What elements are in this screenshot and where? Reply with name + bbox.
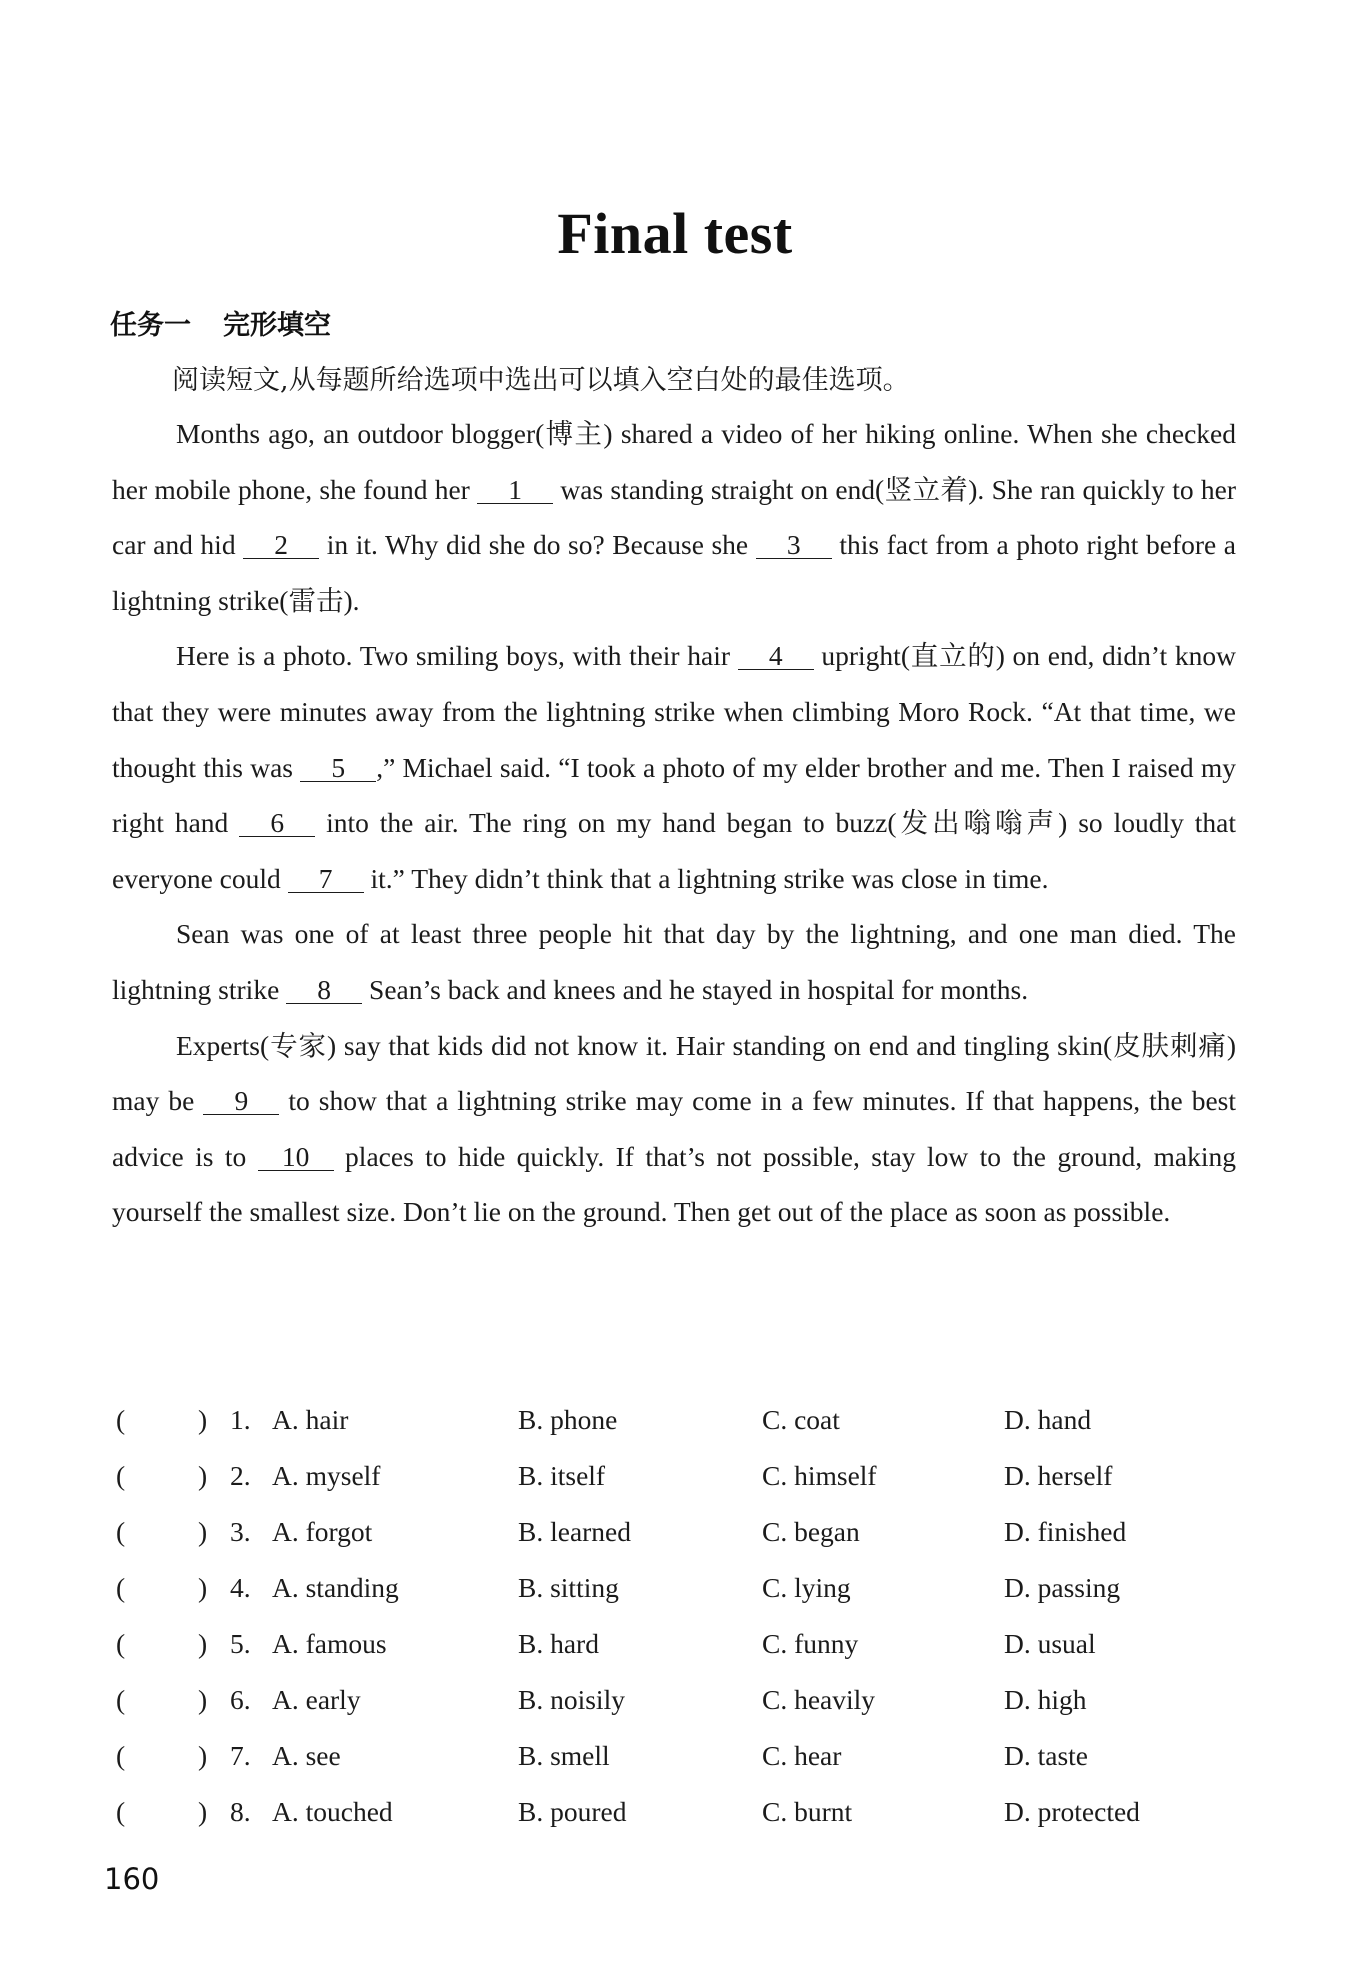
blank-8: 8: [286, 977, 362, 1004]
option-b: B. sitting: [518, 1572, 619, 1603]
blank-9: 9: [203, 1088, 279, 1115]
question-row: [112, 1796, 1236, 1852]
passage-text: to show that a lightning strike may come in a few minutes. If that happens, the best advice is to: [112, 1085, 1236, 1172]
passage-text: ,” Michael said. “I took a photo of my elder brother and me. Then I raised my right hand: [112, 751, 1236, 839]
answer-paren-close: ): [198, 1740, 208, 1771]
option-c: C. began: [762, 1516, 860, 1547]
option-d: D. usual: [1004, 1628, 1096, 1659]
question-number: 6.: [230, 1684, 251, 1715]
passage-text: places to hide quickly. If that’s not possible, stay low to the ground, making yourself the smallest size. Don’t lie on the ground. Then get out of the place as soon as possible.: [112, 1140, 1236, 1228]
answer-paren-close: ): [198, 1572, 208, 1603]
answer-paren-close: ): [198, 1684, 208, 1715]
page-title: Final test: [557, 201, 793, 266]
answer-paren-open: (: [116, 1404, 126, 1435]
option-a: A. myself: [272, 1460, 381, 1491]
option-b: B. phone: [518, 1404, 618, 1435]
paragraph-1: [112, 406, 1236, 628]
option-a: A. hair: [272, 1404, 349, 1435]
passage-text: this fact from a photo right before a lightning strike(雷击).: [112, 529, 1236, 616]
option-a: A. touched: [272, 1796, 393, 1827]
paragraph-3: [112, 906, 1236, 1017]
question-row: [112, 1572, 1236, 1628]
option-a: A. see: [272, 1740, 341, 1771]
option-a: A. standing: [272, 1572, 399, 1603]
section-name: 完形填空: [223, 310, 331, 341]
option-c: C. himself: [762, 1460, 877, 1491]
question-number: 7.: [230, 1740, 251, 1771]
section-heading: [110, 303, 331, 342]
option-b: B. poured: [518, 1796, 627, 1827]
option-b: B. smell: [518, 1740, 610, 1771]
question-number: 2.: [230, 1460, 251, 1491]
question-row: [112, 1684, 1236, 1740]
option-a: A. forgot: [272, 1516, 373, 1547]
blank-2: 2: [243, 532, 319, 559]
option-d: D. herself: [1004, 1460, 1113, 1491]
section-label: 任务一: [110, 310, 191, 341]
option-d: D. high: [1004, 1684, 1087, 1715]
passage-text: Experts(专家) say that kids did not know it. Hair standing on end and tingling skin(皮肤刺痛) may be: [112, 1029, 1236, 1117]
question-row: [112, 1404, 1236, 1460]
option-c: C. coat: [762, 1404, 840, 1435]
option-c: C. burnt: [762, 1796, 853, 1827]
answer-paren-close: ): [198, 1516, 208, 1547]
blank-7: 7: [288, 866, 364, 893]
answer-paren-open: (: [116, 1460, 126, 1491]
answer-paren-close: ): [198, 1460, 208, 1491]
option-c: C. lying: [762, 1572, 851, 1603]
answer-paren-open: (: [116, 1740, 126, 1771]
answer-paren-open: (: [116, 1796, 126, 1827]
option-d: D. passing: [1004, 1572, 1121, 1603]
option-b: B. itself: [518, 1460, 606, 1491]
blank-1: 1: [477, 477, 553, 504]
question-number: 1.: [230, 1404, 251, 1435]
question-row: [112, 1740, 1236, 1796]
option-d: D. hand: [1004, 1404, 1092, 1435]
answer-paren-open: (: [116, 1628, 126, 1659]
passage-text: into the air. The ring on my hand began to buzz(发出嗡嗡声) so loudly that everyone could: [112, 807, 1236, 894]
question-row: [112, 1628, 1236, 1684]
answer-paren-open: (: [116, 1516, 126, 1547]
answer-options: [112, 1404, 1236, 1852]
answer-paren-close: ): [198, 1404, 208, 1435]
passage-text: Months ago, an outdoor blogger(博主) shared a video of her hiking online. When she checked her mobile phone, she found her: [112, 418, 1236, 505]
option-a: A. early: [272, 1684, 361, 1715]
option-a: A. famous: [272, 1628, 387, 1659]
option-c: C. heavily: [762, 1684, 876, 1715]
page-number: 160: [104, 1862, 160, 1896]
passage-text: it.” They didn’t think that a lightning strike was close in time.: [363, 862, 1049, 894]
question-number: 8.: [230, 1796, 251, 1827]
answer-paren-open: (: [116, 1572, 126, 1603]
blank-10: 10: [258, 1144, 334, 1171]
passage-text: in it. Why did she do so? Because she: [319, 529, 756, 561]
option-d: D. taste: [1004, 1740, 1089, 1771]
question-row: [112, 1516, 1236, 1572]
option-c: C. hear: [762, 1740, 842, 1771]
question-number: 5.: [230, 1628, 251, 1659]
question-number: 3.: [230, 1516, 251, 1547]
passage-text: was standing straight on end(竖立着). She ran quickly to her car and hid: [112, 473, 1236, 561]
blank-5: 5: [300, 755, 376, 782]
option-d: D. protected: [1004, 1796, 1140, 1827]
option-b: B. noisily: [518, 1684, 625, 1715]
question-row: [112, 1460, 1236, 1516]
passage-text: Here is a photo. Two smiling boys, with their hair: [176, 640, 738, 672]
option-b: B. hard: [518, 1628, 599, 1659]
answer-paren-close: ): [198, 1628, 208, 1659]
option-b: B. learned: [518, 1516, 632, 1547]
answer-paren-open: (: [116, 1684, 126, 1715]
blank-4: 4: [738, 643, 814, 670]
option-d: D. finished: [1004, 1516, 1127, 1547]
passage-text: upright(直立的) on end, didn’t know that they were minutes away from the lightning strike when climbing Moro Rock. “At that time, we thought this was: [112, 640, 1236, 783]
answer-paren-close: ): [198, 1796, 208, 1827]
blank-6: 6: [239, 810, 315, 837]
reading-passage: [112, 406, 1236, 1240]
passage-text: Sean’s back and knees and he stayed in hospital for months.: [362, 973, 1029, 1005]
passage-text: Sean was one of at least three people hit that day by the lightning, and one man died. The lightning strike: [112, 918, 1236, 1005]
instruction-text: 阅读短文,从每题所给选项中选出可以填入空白处的最佳选项。: [172, 365, 910, 396]
blank-3: 3: [756, 532, 832, 559]
paragraph-2: [112, 628, 1236, 906]
paragraph-4: [112, 1018, 1236, 1240]
question-number: 4.: [230, 1572, 251, 1603]
option-c: C. funny: [762, 1628, 859, 1659]
